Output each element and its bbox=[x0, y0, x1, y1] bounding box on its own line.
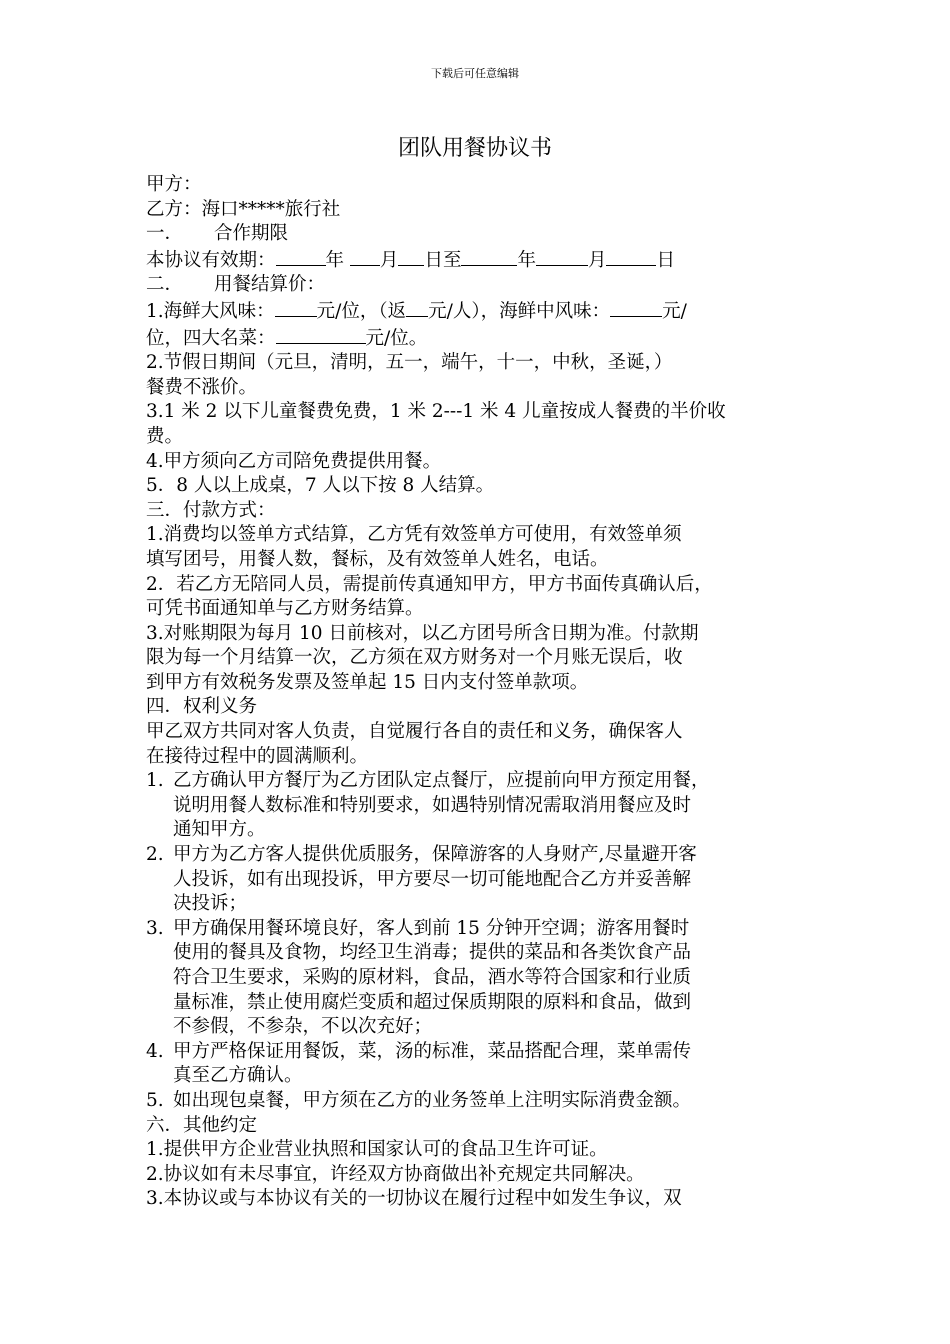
party-a: 甲方： bbox=[146, 174, 202, 195]
blank-field bbox=[406, 298, 428, 317]
list-line: 如出现包桌餐，甲方须在乙方的业务签单上注明实际消费金额。 bbox=[173, 1089, 692, 1111]
section-2-heading bbox=[146, 273, 812, 298]
label-month: 月 bbox=[379, 249, 399, 271]
paragraph: 填写团号，用餐人数，餐标，及有效签单人姓名，电话。 bbox=[146, 548, 609, 570]
text: 元/位，（返 bbox=[316, 300, 407, 322]
blank-field bbox=[350, 247, 380, 266]
blank-field bbox=[610, 298, 662, 317]
paragraph: 5．8 人以上成桌，7 人以下按 8 人结算。 bbox=[146, 475, 495, 497]
list-line: 不参假，不参杂，不以次充好； bbox=[173, 1016, 433, 1038]
paragraph: 限为每一个月结算一次，乙方须在双方财务对一个月账无误后，收 bbox=[146, 647, 683, 669]
party-b: 乙方：海口*****旅行社 bbox=[146, 198, 341, 220]
validity-prefix: 本协议有效期： bbox=[146, 249, 276, 271]
paragraph: 2.节假日期间（元旦，清明，五一，端午，十一，中秋，圣诞，） bbox=[146, 352, 673, 374]
list-number: 4. bbox=[146, 1040, 164, 1062]
section-number: 一． bbox=[146, 223, 184, 245]
list-line: 决投诉； bbox=[173, 893, 248, 915]
list-number: 5. bbox=[146, 1089, 164, 1111]
section-title: 用餐结算价： bbox=[214, 274, 326, 296]
label-year: 年 bbox=[517, 249, 536, 271]
blank-field bbox=[606, 247, 656, 266]
blank-field bbox=[275, 298, 317, 317]
blank-field bbox=[398, 247, 424, 266]
price-line-2 bbox=[146, 325, 812, 352]
list-item bbox=[146, 1040, 812, 1089]
label-year: 年 bbox=[325, 249, 345, 271]
list-number: 1. bbox=[146, 770, 164, 792]
list-number: 2. bbox=[146, 844, 164, 866]
text: 1.海鲜大风味： bbox=[146, 300, 275, 322]
list-line: 量标准，禁止使用腐烂变质和超过保质期限的原料和食品，做到 bbox=[173, 991, 692, 1013]
blank-field bbox=[276, 325, 366, 344]
list-line: 甲方确保用餐环境良好，客人到前 15 分钟开空调；游客用餐时 bbox=[173, 917, 690, 939]
paragraph: 4.甲方须向乙方司陪免费提供用餐。 bbox=[146, 450, 442, 472]
section-1-heading bbox=[146, 222, 812, 247]
paragraph: 3.1 米 2 以下儿童餐费免费，1 米 2---1 米 4 儿童按成人餐费的半价收 bbox=[146, 401, 726, 423]
paragraph: 可凭书面通知单与乙方财务结算。 bbox=[146, 598, 424, 620]
list-line: 乙方确认甲方餐厅为乙方团队定点餐厅，应提前向甲方预定用餐， bbox=[173, 770, 710, 792]
text: 元/人），海鲜中风味： bbox=[428, 300, 611, 322]
section-3-heading: 三．付款方式： bbox=[146, 499, 276, 521]
text: 位，四大名菜： bbox=[146, 327, 276, 349]
list-item bbox=[146, 917, 812, 1040]
list-line: 真至乙方确认。 bbox=[173, 1065, 303, 1087]
price-line-1 bbox=[146, 298, 812, 325]
label-month: 月 bbox=[587, 249, 607, 271]
paragraph: 甲乙双方共同对客人负责，自觉履行各自的责任和义务，确保客人 bbox=[146, 721, 683, 743]
blank-field bbox=[276, 247, 326, 266]
paragraph: 1.提供甲方企业营业执照和国家认可的食品卫生许可证。 bbox=[146, 1139, 608, 1161]
document-title: 团队用餐协议书 bbox=[397, 136, 552, 161]
label-day: 日 bbox=[656, 249, 675, 271]
label-day-to: 日至 bbox=[424, 249, 462, 271]
paragraph: 3.对账期限为每月 10 日前核对，以乙方团号所含日期为准。付款期 bbox=[146, 622, 699, 644]
paragraph: 餐费不涨价。 bbox=[146, 376, 258, 398]
section-6-heading: 六．其他约定 bbox=[146, 1114, 258, 1136]
list-item bbox=[146, 1089, 812, 1114]
list-number: 3. bbox=[146, 917, 164, 939]
paragraph: 2．若乙方无陪同人员，需提前传真通知甲方，甲方书面传真确认后， bbox=[146, 573, 713, 595]
header-note: 下载后可任意编辑 bbox=[431, 67, 519, 80]
list-item bbox=[146, 843, 812, 917]
section-number: 二． bbox=[146, 274, 184, 296]
paragraph: 1.消费均以签单方式结算，乙方凭有效签单方可使用，有效签单须 bbox=[146, 524, 682, 546]
paragraph: 到甲方有效税务发票及签单起 15 日内支付签单款项。 bbox=[146, 671, 589, 693]
text: 元/ bbox=[662, 300, 687, 322]
paragraph: 费。 bbox=[146, 425, 184, 447]
blank-field bbox=[461, 247, 517, 266]
list-line: 甲方严格保证用餐饭，菜，汤的标准，菜品搭配合理，菜单需传 bbox=[173, 1040, 692, 1062]
text: 元/位。 bbox=[365, 327, 428, 349]
list-item bbox=[146, 769, 812, 843]
paragraph: 在接待过程中的圆满顺利。 bbox=[146, 745, 369, 767]
section-title: 合作期限 bbox=[214, 223, 289, 245]
section-4-heading: 四．权利义务 bbox=[146, 696, 258, 718]
list-line: 通知甲方。 bbox=[173, 819, 266, 841]
list-line: 说明用餐人数标准和特别要求，如遇特别情况需取消用餐应及时 bbox=[173, 794, 692, 816]
list-line: 人投诉，如有出现投诉，甲方要尽一切可能地配合乙方并妥善解 bbox=[173, 868, 692, 890]
validity-line bbox=[146, 247, 812, 274]
list-line: 甲方为乙方客人提供优质服务，保障游客的人身财产,尽量避开客 bbox=[173, 844, 697, 866]
document-body bbox=[146, 173, 812, 1212]
paragraph: 2.协议如有未尽事宜，许经双方协商做出补充规定共同解决。 bbox=[146, 1163, 645, 1185]
blank-field bbox=[536, 247, 588, 266]
list-line: 符合卫生要求，采购的原材料，食品，酒水等符合国家和行业质 bbox=[173, 967, 692, 988]
list-line: 使用的餐具及食物，均经卫生消毒；提供的菜品和各类饮食产品 bbox=[173, 942, 692, 964]
paragraph: 3.本协议或与本协议有关的一切协议在履行过程中如发生争议，双 bbox=[146, 1188, 682, 1210]
